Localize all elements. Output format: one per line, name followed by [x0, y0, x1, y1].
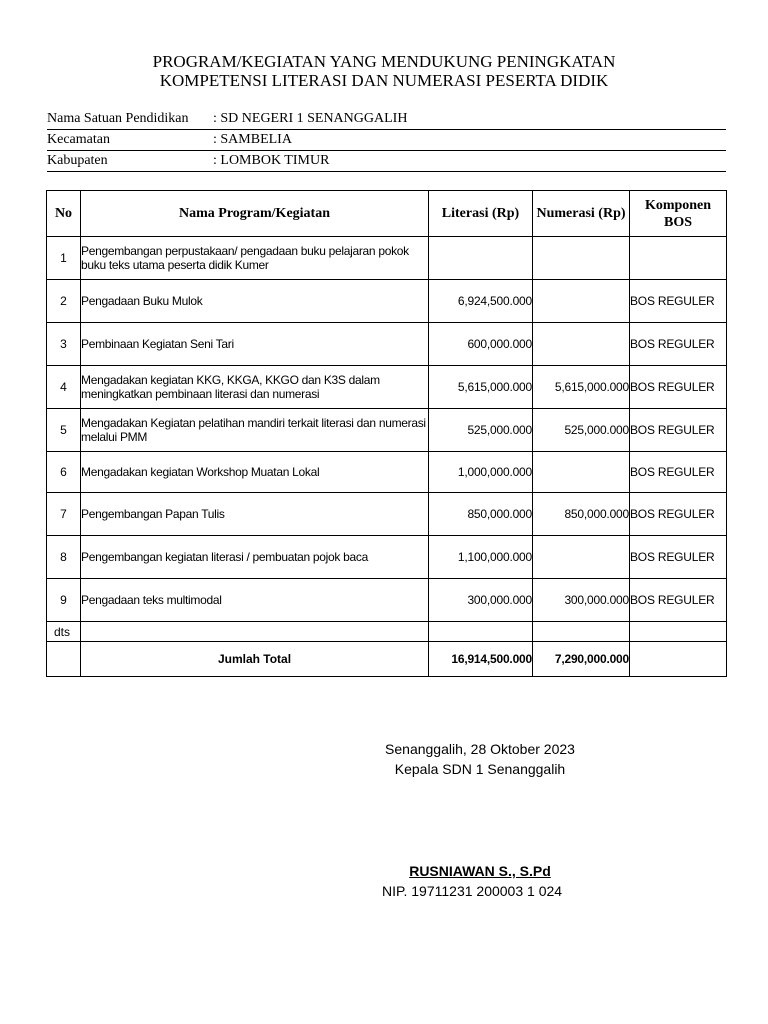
cell-literasi — [429, 237, 533, 280]
table-row — [47, 323, 727, 366]
cell-numerasi — [533, 536, 630, 579]
cell-program: Pengadaan Buku Mulok — [81, 280, 429, 323]
info-row-satuan-pendidikan — [47, 109, 726, 130]
cell-literasi: 600,000.000 — [429, 323, 533, 366]
info-label: Kecamatan — [47, 132, 110, 147]
cell-empty — [429, 622, 533, 642]
cell-no: 2 — [47, 280, 81, 323]
table-row — [47, 409, 727, 452]
cell-empty — [630, 622, 727, 642]
cell-program: Pembinaan Kegiatan Seni Tari — [81, 323, 429, 366]
cell-komponen: BOS REGULER — [630, 452, 727, 493]
table-row — [47, 237, 727, 280]
cell-numerasi — [533, 452, 630, 493]
cell-komponen: BOS REGULER — [630, 366, 727, 409]
header-komponen: Komponen BOS — [630, 191, 727, 237]
info-label: Kabupaten — [47, 153, 108, 168]
cell-no: 9 — [47, 579, 81, 622]
signature-name: RUSNIAWAN S., S.Pd — [409, 863, 551, 879]
cell-numerasi: 5,615,000.000 — [533, 366, 630, 409]
info-value: : LOMBOK TIMUR — [213, 153, 330, 168]
cell-no: 5 — [47, 409, 81, 452]
table-row — [47, 280, 727, 323]
cell-no: 8 — [47, 536, 81, 579]
cell-program: Mengadakan kegiatan Workshop Muatan Lokal — [81, 452, 429, 493]
cell-program: Mengadakan kegiatan KKG, KKGA, KKGO dan K3S dalam meningkatkan pembinaan literasi dan numerasi — [81, 366, 429, 409]
header-numerasi: Numerasi (Rp) — [533, 191, 630, 237]
cell-literasi: 5,615,000.000 — [429, 366, 533, 409]
cell-program: Pengadaan teks multimodal — [81, 579, 429, 622]
cell-numerasi: 850,000.000 — [533, 493, 630, 536]
cell-komponen: BOS REGULER — [630, 323, 727, 366]
cell-no: 3 — [47, 323, 81, 366]
cell-komponen: BOS REGULER — [630, 409, 727, 452]
header-literasi: Literasi (Rp) — [429, 191, 533, 237]
cell-komponen: BOS REGULER — [630, 280, 727, 323]
total-literasi: 16,914,500.000 — [429, 642, 533, 677]
document-title-line-2: KOMPETENSI LITERASI DAN NUMERASI PESERTA DIDIK — [159, 71, 609, 90]
total-label: Jumlah Total — [81, 642, 429, 677]
info-value: : SAMBELIA — [213, 132, 292, 147]
table-row — [47, 366, 727, 409]
cell-literasi: 1,000,000.000 — [429, 452, 533, 493]
cell-numerasi — [533, 280, 630, 323]
info-row-kabupaten — [47, 151, 726, 172]
cell-no: 1 — [47, 237, 81, 280]
cell-numerasi — [533, 237, 630, 280]
cell-dts: dts — [47, 622, 81, 642]
table-row — [47, 579, 727, 622]
dts-row — [47, 622, 727, 642]
cell-komponen: BOS REGULER — [630, 579, 727, 622]
header-no: No — [47, 191, 81, 237]
cell-literasi: 6,924,500.000 — [429, 280, 533, 323]
cell-no: 6 — [47, 452, 81, 493]
info-label: Nama Satuan Pendidikan — [47, 111, 189, 126]
document-title-line-1: PROGRAM/KEGIATAN YANG MENDUKUNG PENINGKATAN — [152, 52, 616, 71]
cell-no: 4 — [47, 366, 81, 409]
cell-literasi: 300,000.000 — [429, 579, 533, 622]
table-row — [47, 493, 727, 536]
table-row — [47, 536, 727, 579]
cell-empty — [630, 642, 727, 677]
cell-numerasi: 300,000.000 — [533, 579, 630, 622]
cell-komponen: BOS REGULER — [630, 536, 727, 579]
cell-program: Mengadakan Kegiatan pelatihan mandiri terkait literasi dan numerasi melalui PMM — [81, 409, 429, 452]
cell-literasi: 1,100,000.000 — [429, 536, 533, 579]
table-row — [47, 452, 727, 493]
total-row — [47, 642, 727, 677]
cell-literasi: 525,000.000 — [429, 409, 533, 452]
cell-program: Pengembangan Papan Tulis — [81, 493, 429, 536]
header-program: Nama Program/Kegiatan — [81, 191, 429, 237]
signature-position: Kepala SDN 1 Senanggalih — [394, 761, 566, 777]
cell-empty — [47, 642, 81, 677]
program-table — [46, 190, 727, 677]
cell-numerasi: 525,000.000 — [533, 409, 630, 452]
cell-komponen — [630, 237, 727, 280]
cell-literasi: 850,000.000 — [429, 493, 533, 536]
cell-empty — [81, 622, 429, 642]
table-header-row — [47, 191, 727, 237]
total-numerasi: 7,290,000.000 — [533, 642, 630, 677]
cell-program: Pengembangan perpustakaan/ pengadaan buku pelajaran pokok buku teks utama peserta didik Kumer — [81, 237, 429, 280]
cell-program: Pengembangan kegiatan literasi / pembuatan pojok baca — [81, 536, 429, 579]
cell-no: 7 — [47, 493, 81, 536]
info-row-kecamatan — [47, 130, 726, 151]
signature-nip: NIP. 19711231 200003 1 024 — [381, 883, 563, 899]
cell-numerasi — [533, 323, 630, 366]
cell-empty — [533, 622, 630, 642]
info-value: : SD NEGERI 1 SENANGGALIH — [213, 111, 408, 126]
signature-place-date: Senanggalih, 28 Oktober 2023 — [385, 741, 575, 757]
cell-komponen: BOS REGULER — [630, 493, 727, 536]
